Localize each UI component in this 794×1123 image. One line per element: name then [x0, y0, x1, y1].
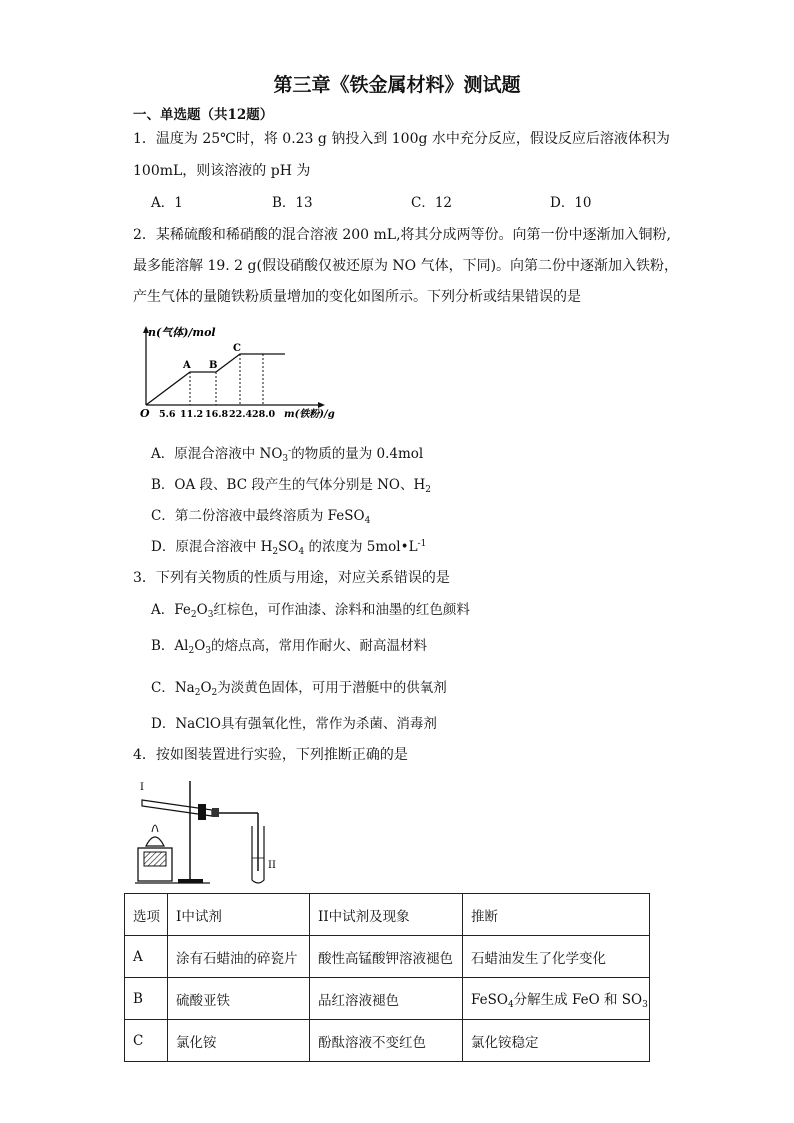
- chart-point-a: A: [183, 360, 191, 371]
- q3-option-d: D．NaClO具有强氧化性，常作为杀菌、消毒剂: [151, 716, 437, 732]
- table-cell: 品红溶液褪色: [310, 978, 463, 1020]
- q1-line2: 100mL，则该溶液的 pH 为: [133, 163, 311, 179]
- burner-hatch: [144, 852, 166, 866]
- q2-line2: 最多能溶解 19. 2 g(假设硝酸仅被还原为 NO 气体，下同)。向第二份中逐渐加入铁粉，: [133, 258, 679, 274]
- table-row: [125, 978, 650, 1020]
- section-heading: 一、单选题（共12题）: [133, 107, 274, 123]
- chart-tick-label: 22.4: [229, 409, 253, 420]
- table-cell: A: [125, 936, 168, 978]
- apparatus-diagram: [130, 776, 280, 886]
- page-title: 第三章《铁金属材料》测试题: [273, 74, 521, 96]
- chart-point-c: C: [233, 343, 241, 354]
- q3-stem: 3．下列有关物质的性质与用途，对应关系错误的是: [133, 570, 450, 586]
- table-cell: 氯化铵: [168, 1020, 310, 1062]
- q2-line3: 产生气体的量随铁粉质量增加的变化如图所示。下列分析或结果错误的是: [133, 289, 581, 305]
- chart-tick-label: 28.0: [252, 409, 276, 420]
- flame: [152, 825, 158, 832]
- table-cell: 硫酸亚铁: [168, 978, 310, 1020]
- gas-volume-chart: [130, 322, 345, 422]
- q3-option-a: A．$Fe_2O_3$红棕色，可作油漆、涂料和油墨的红色颜料: [151, 602, 470, 620]
- q2-option-c: C．第二份溶液中最终溶质为 FeSO$_4$: [151, 508, 371, 526]
- table-header-cell: 推断: [463, 894, 650, 936]
- stopper: [212, 808, 219, 817]
- label-ii: II: [268, 860, 276, 871]
- table-cell: 涂有石蜡油的碎瓷片: [168, 936, 310, 978]
- q1-option-d: D．10: [550, 195, 592, 211]
- table-header-cell: II中试剂及现象: [310, 894, 463, 936]
- table-cell: 酚酞溶液不变红色: [310, 1020, 463, 1062]
- lamp: [146, 837, 164, 846]
- table-cell: 石蜡油发生了化学变化: [463, 936, 650, 978]
- chart-tick-label: 5.6: [159, 409, 176, 420]
- q4-stem: 4．按如图装置进行实验，下列推断正确的是: [133, 747, 408, 763]
- table-header-cell: I中试剂: [168, 894, 310, 936]
- answer-table: [124, 893, 650, 1062]
- table-cell: 氯化铵稳定: [463, 1020, 650, 1062]
- table-row: [125, 936, 650, 978]
- chart-origin: O: [140, 407, 150, 420]
- q2-option-b: B．OA 段、BC 段产生的气体分别是 NO、$H_2$: [151, 477, 431, 495]
- label-i: I: [140, 782, 144, 793]
- q1-option-c: C．12: [411, 195, 453, 211]
- chart-tick-label: 16.8: [205, 409, 229, 420]
- table-header-cell: 选项: [125, 894, 168, 936]
- q1-option-b: B．13: [272, 195, 313, 211]
- table-cell: FeSO$_4$分解生成 FeO 和 $SO_3$: [463, 978, 650, 1020]
- chart-ylabel: n(气体)/mol: [148, 326, 216, 339]
- chart-xlabel: m(铁粉)/g: [284, 409, 335, 420]
- chart-x-arrow: [318, 402, 325, 408]
- table-cell: B: [125, 978, 168, 1020]
- clamp: [198, 804, 206, 820]
- q1-option-a: A．1: [151, 195, 183, 211]
- q2-line1: 2．某稀硫酸和稀硝酸的混合溶液 200 mL,将其分成两等份。向第一份中逐渐加入铜粉,: [133, 227, 671, 243]
- table-header-row: [125, 894, 650, 936]
- chart-tick-label: 11.2: [180, 409, 204, 420]
- q1-line1: 1．温度为 25℃时，将 0.23 g 钠投入到 100g 水中充分反应，假设反应后溶液体积为: [133, 131, 670, 147]
- table-row: [125, 1020, 650, 1062]
- table-cell: C: [125, 1020, 168, 1062]
- q3-option-c: C．$Na_2O_2$为淡黄色固体，可用于潜艇中的供氧剂: [151, 680, 447, 698]
- q2-option-d: D．原混合溶液中 $H_2SO_4$ 的浓度为 $5mol•L^{-1}$: [151, 539, 427, 557]
- table-cell: 酸性高锰酸钾溶液褪色: [310, 936, 463, 978]
- q2-option-a: A．原混合溶液中 $NO_3^-$的物质的量为 0.4mol: [151, 446, 424, 464]
- q3-option-b: B．$Al_2O_3$的熔点高，常用作耐火、耐高温材料: [151, 638, 428, 656]
- chart-point-b: B: [209, 360, 218, 371]
